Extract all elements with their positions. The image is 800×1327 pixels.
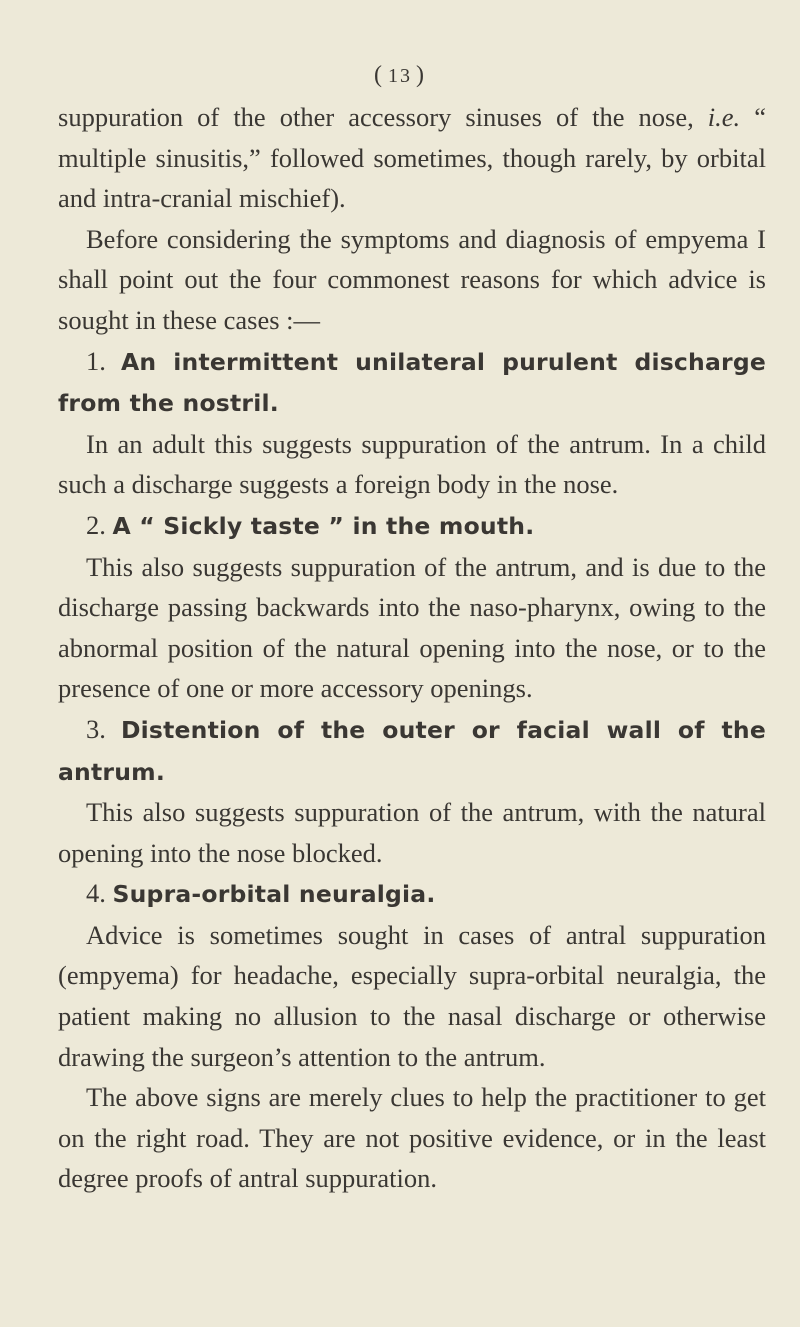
page-number-open: ( xyxy=(374,62,384,88)
item-2-heading xyxy=(58,505,766,547)
page-number-value: 13 xyxy=(388,65,412,87)
paragraph-continuation-text-a: suppuration of the other accessory sinuses of the nose, xyxy=(58,102,694,132)
item-1-number: 1. xyxy=(86,345,106,376)
item-3-heading-text: Distention of the outer or facial wall of the antrum. xyxy=(58,715,767,786)
item-1-body: In an adult this suggests suppuration of the antrum. In a child such a discharge suggests a foreign body in the nose. xyxy=(58,428,766,500)
body-text xyxy=(58,97,766,1199)
page-number-close: ) xyxy=(416,62,426,88)
item-4-heading-text: Supra-orbital neuralgia. xyxy=(112,880,436,909)
item-4-number: 4. xyxy=(86,878,106,909)
item-2-heading-text: A “ Sickly taste ” in the mouth. xyxy=(112,511,535,540)
item-3-number: 3. xyxy=(86,713,106,744)
item-3-heading xyxy=(58,709,766,792)
item-1-heading xyxy=(58,341,766,424)
paragraph-continuation xyxy=(58,97,766,219)
item-1-heading-text: An intermittent unilateral purulent discharge from the nostril. xyxy=(58,347,766,418)
item-4-body: Advice is sometimes sought in cases of antral suppuration (empyema) for headache, especially supra-orbital neuralgia, the patient making no allusion to the nasal discharge or otherwise drawing the surgeon’s attention to the antrum. xyxy=(58,919,766,1072)
item-2-body: This also suggests suppuration of the antrum, and is due to the discharge passing backwards into the naso-pharynx, owing to the abnormal position of the natural opening into the nose, or to the presence of one or more accessory openings. xyxy=(58,551,766,704)
item-3-body: This also suggests suppuration of the antrum, with the natural opening into the nose blocked. xyxy=(58,797,766,868)
paragraph-continuation-ie: i.e. xyxy=(707,102,741,132)
paragraph-closing: The above signs are merely clues to help the practitioner to get on the right road. They are not positive evidence, or in the least degree proofs of antral suppuration. xyxy=(58,1082,766,1194)
paragraph-continuation-text-b: “ multiple sinusitis,” followed sometimes, though rarely, by orbital and intra-cranial mischief). xyxy=(58,102,766,214)
paragraph-intro: Before considering the symptoms and diagnosis of empyema I shall point out the four commonest reasons for which advice is sought in these cases :— xyxy=(58,223,766,335)
item-4-heading xyxy=(58,873,766,915)
page-number xyxy=(0,62,800,89)
item-2-number: 2. xyxy=(86,509,106,540)
